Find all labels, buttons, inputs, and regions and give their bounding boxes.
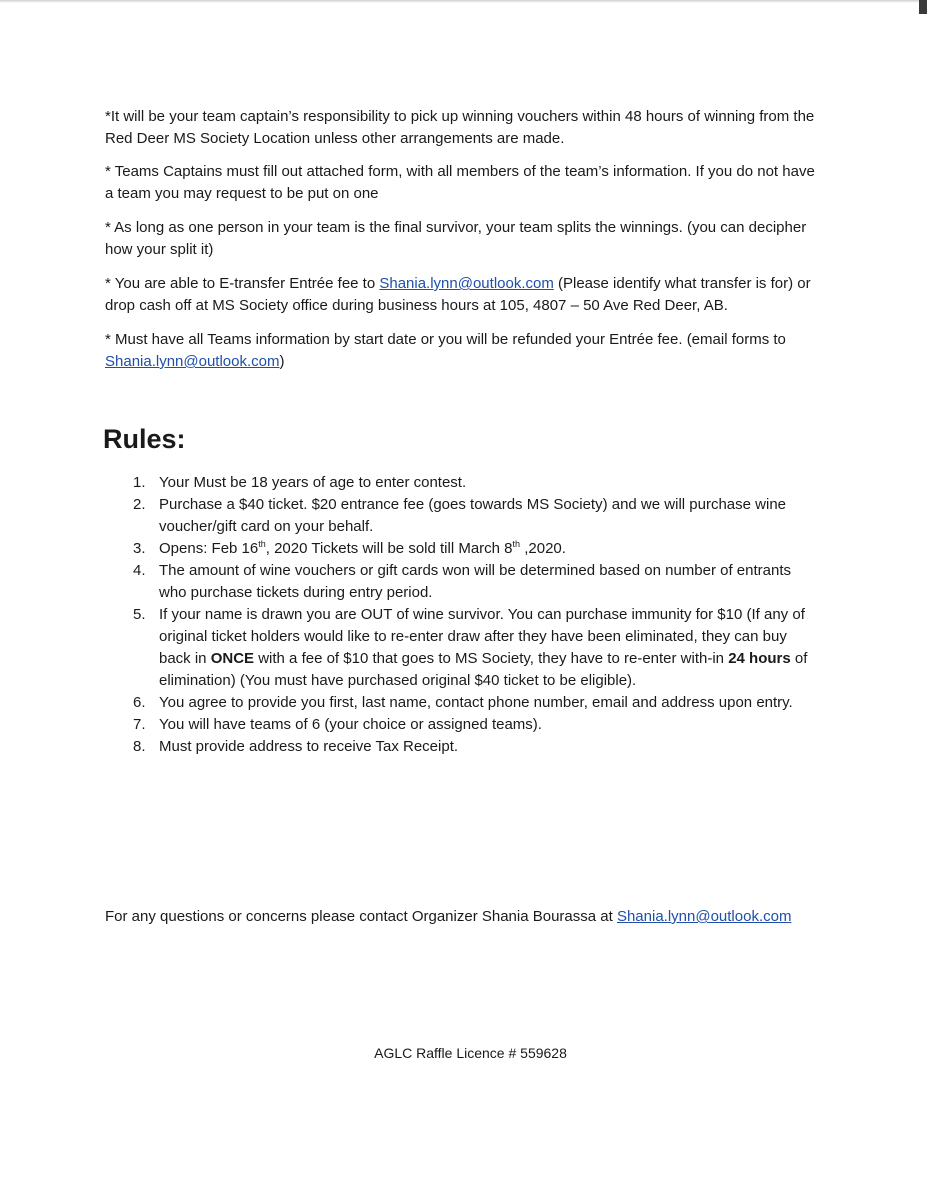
note-text: *It will be your team captain’s responsibility to pick up winning vouchers within 48 hours of winning from the Red Deer MS Society Location unless other arrangements are made. <box>105 108 815 147</box>
rule-number: 4. <box>133 562 146 579</box>
email-link[interactable]: Shania.lynn@outlook.com <box>105 353 280 370</box>
contact-email-link[interactable]: Shania.lynn@outlook.com <box>616 908 792 925</box>
rule-text: Your Must be 18 years of age to enter contest. <box>159 474 467 491</box>
rule-text: Purchase a $40 ticket. $20 entrance fee (goes towards MS Society) and we will purchase wine voucher/gift card on your behalf. <box>159 496 786 535</box>
rule-item <box>105 472 817 494</box>
rule-emphasis: 24 hours <box>728 650 791 667</box>
raffle-licence: AGLC Raffle Licence # 559628 <box>374 1045 567 1061</box>
contact-text: For any questions or concerns please contact Organizer Shania Bourassa at <box>105 908 617 925</box>
rule-item <box>105 494 817 538</box>
rules-list <box>105 472 817 758</box>
note-text: * You are able to E-transfer Entrée fee to <box>105 275 380 292</box>
ordinal-suffix: th <box>258 539 266 549</box>
ordinal-suffix: th <box>512 539 521 549</box>
rule-text: The amount of wine vouchers or gift cards won will be determined based on number of entrants who purchase tickets during entry period. <box>159 562 792 601</box>
scan-top-edge <box>0 0 927 3</box>
rule-text: , 2020 Tickets will be sold till March 8 <box>265 540 513 557</box>
note-etransfer <box>105 273 821 317</box>
note-text: * Teams Captains must fill out attached form, with all members of the team’s information. If you do not have a team you may request to be put on one <box>105 163 815 202</box>
rule-text: ,2020. <box>520 540 566 557</box>
note-captain-form <box>105 161 817 205</box>
rules-heading: Rules: <box>103 424 186 454</box>
scan-corner-mark <box>919 0 927 14</box>
rule-number: 5. <box>133 606 146 623</box>
rule-item <box>105 736 817 758</box>
rule-item <box>105 538 817 560</box>
note-captain-vouchers <box>105 106 817 150</box>
note-final-survivor <box>105 217 817 261</box>
rule-emphasis: ONCE <box>210 650 255 667</box>
rule-number: 1. <box>133 474 146 491</box>
rule-text: Must provide address to receive Tax Receipt. <box>159 738 459 755</box>
rule-item <box>105 604 817 692</box>
rule-item <box>105 692 817 714</box>
rule-number: 2. <box>133 496 146 513</box>
rule-text: of elimination) (You must have purchased original $40 ticket to be eligible). <box>159 650 808 689</box>
rule-number: 8. <box>133 738 146 755</box>
rule-text: You agree to provide you first, last name, contact phone number, email and address upon entry. <box>159 694 793 711</box>
note-text-suffix: (Please identify what transfer is for) or drop cash off at MS Society office during business hours at 105, 4807 – 50 Ave Red Deer, AB. <box>105 275 811 314</box>
rule-text: with a fee of $10 that goes to MS Society, they have to re-enter with-in <box>254 650 729 667</box>
note-text: * As long as one person in your team is the final survivor, your team splits the winnings. (you can decipher how your split it) <box>105 219 807 258</box>
rule-number: 6. <box>133 694 146 711</box>
rule-text: If your name is drawn you are OUT of wine survivor. You can purchase immunity for $10 (If any of original ticket holders would like to re-enter draw after they have been eliminated, they can buy back in <box>159 606 805 667</box>
rule-item <box>105 560 817 604</box>
contact-line <box>105 906 865 928</box>
rule-number: 3. <box>133 540 146 557</box>
rule-text: You will have teams of 6 (your choice or assigned teams). <box>159 716 542 733</box>
rule-text: Opens: Feb 16 <box>159 540 259 557</box>
rule-number: 7. <box>133 716 146 733</box>
rule-item <box>105 714 817 736</box>
note-text: * Must have all Teams information by start date or you will be refunded your Entrée fee. (email forms to <box>105 331 786 348</box>
note-text-suffix: ) <box>279 353 285 370</box>
email-link[interactable]: Shania.lynn@outlook.com <box>379 275 554 292</box>
note-team-info-deadline <box>105 329 817 373</box>
